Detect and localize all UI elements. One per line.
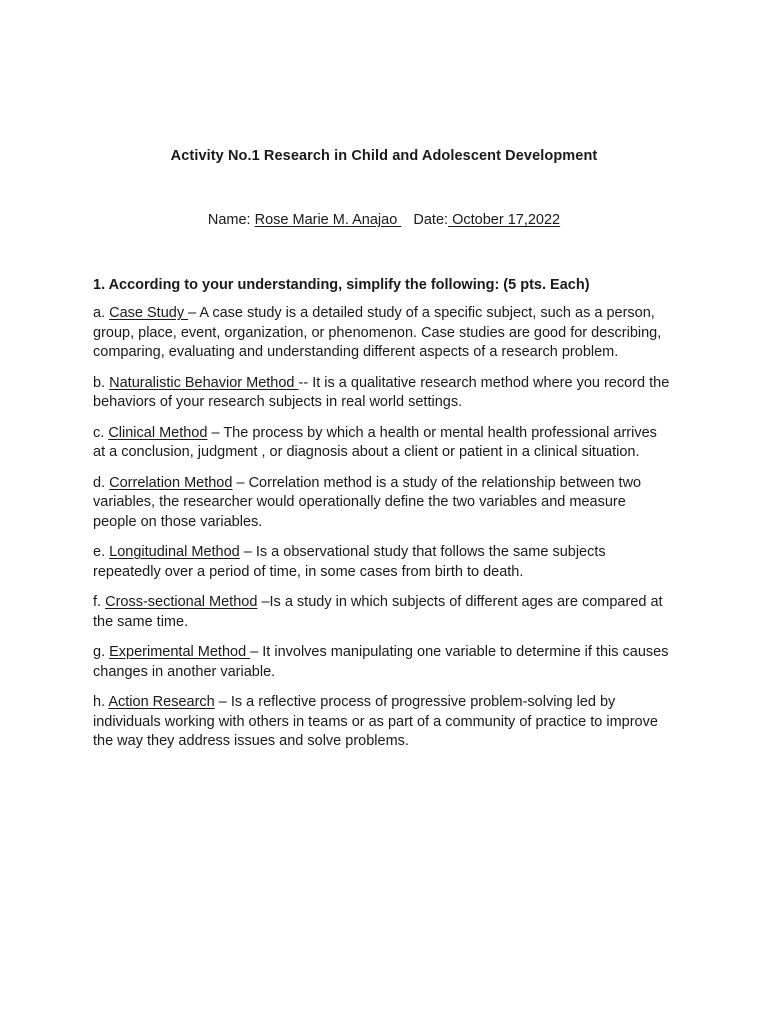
item-text: -- It is a qualitative research method where you record the behaviors of your research subjects in real world settings. — [93, 374, 670, 410]
item-prefix: b. — [93, 374, 110, 391]
document-body — [93, 276, 673, 763]
item-text: – The process by which a health or mental health professional arrives at a conclusion, judgment , or diagnosis about a client or patient in a clinical situation. — [93, 424, 657, 460]
item-text: – Correlation method is a study of the relationship between two variables, the researcher would operationally define the two variables and measure people on those variables. — [93, 474, 642, 530]
name-value: Rose Marie M. Anajao — [254, 212, 402, 228]
item-term: Action Research — [108, 694, 215, 710]
date-label: Date: — [413, 212, 449, 228]
spacer — [401, 212, 413, 228]
list-item — [93, 474, 673, 533]
item-term: Clinical Method — [108, 424, 208, 441]
item-text: –Is a study in which subjects of different ages are compared at the same time. — [93, 594, 663, 630]
item-term: Naturalistic Behavior Method — [109, 374, 299, 391]
item-text: – A case study is a detailed study of a specific subject, such as a person, group, place, event, organization, or phenomenon. Case studies are good for describing, comparing, evaluating and understanding different aspects of a research problem. — [93, 305, 662, 360]
item-term: Cross-sectional Method — [105, 594, 258, 610]
item-prefix: g. — [93, 644, 110, 660]
document-title: Activity No.1 Research in Child and Adolescent Development — [170, 148, 598, 164]
item-term: Case Study — [109, 305, 189, 321]
list-item — [93, 304, 673, 363]
list-item — [93, 374, 673, 413]
item-term: Experimental Method — [109, 644, 251, 660]
item-prefix: e. — [93, 544, 110, 560]
name-date-line — [0, 212, 768, 228]
list-item — [93, 543, 673, 582]
question-heading: 1. According to your understanding, simplify the following: (5 pts. Each) — [93, 277, 590, 293]
item-text: – It involves manipulating one variable to determine if this causes changes in another variable. — [93, 644, 669, 680]
item-prefix: a. — [93, 305, 110, 321]
list-item — [93, 593, 673, 632]
item-text: – Is a observational study that follows the same subjects repeatedly over a period of time, in some cases from birth to death. — [93, 544, 606, 580]
item-prefix: f. — [93, 594, 106, 610]
item-text: – Is a reflective process of progressive problem-solving led by individuals working with others in teams or as part of a community of practice to improve the way they address issues and solve problems. — [93, 694, 658, 749]
item-term: Correlation Method — [109, 474, 233, 491]
list-item — [93, 424, 673, 463]
list-item — [93, 643, 673, 682]
list-item — [93, 693, 673, 752]
item-prefix: h. — [93, 694, 109, 710]
name-label: Name: — [207, 212, 255, 228]
date-value: October 17,2022 — [448, 212, 561, 228]
item-prefix: c. — [93, 424, 109, 441]
item-term: Longitudinal Method — [109, 544, 240, 560]
item-prefix: d. — [93, 474, 110, 491]
